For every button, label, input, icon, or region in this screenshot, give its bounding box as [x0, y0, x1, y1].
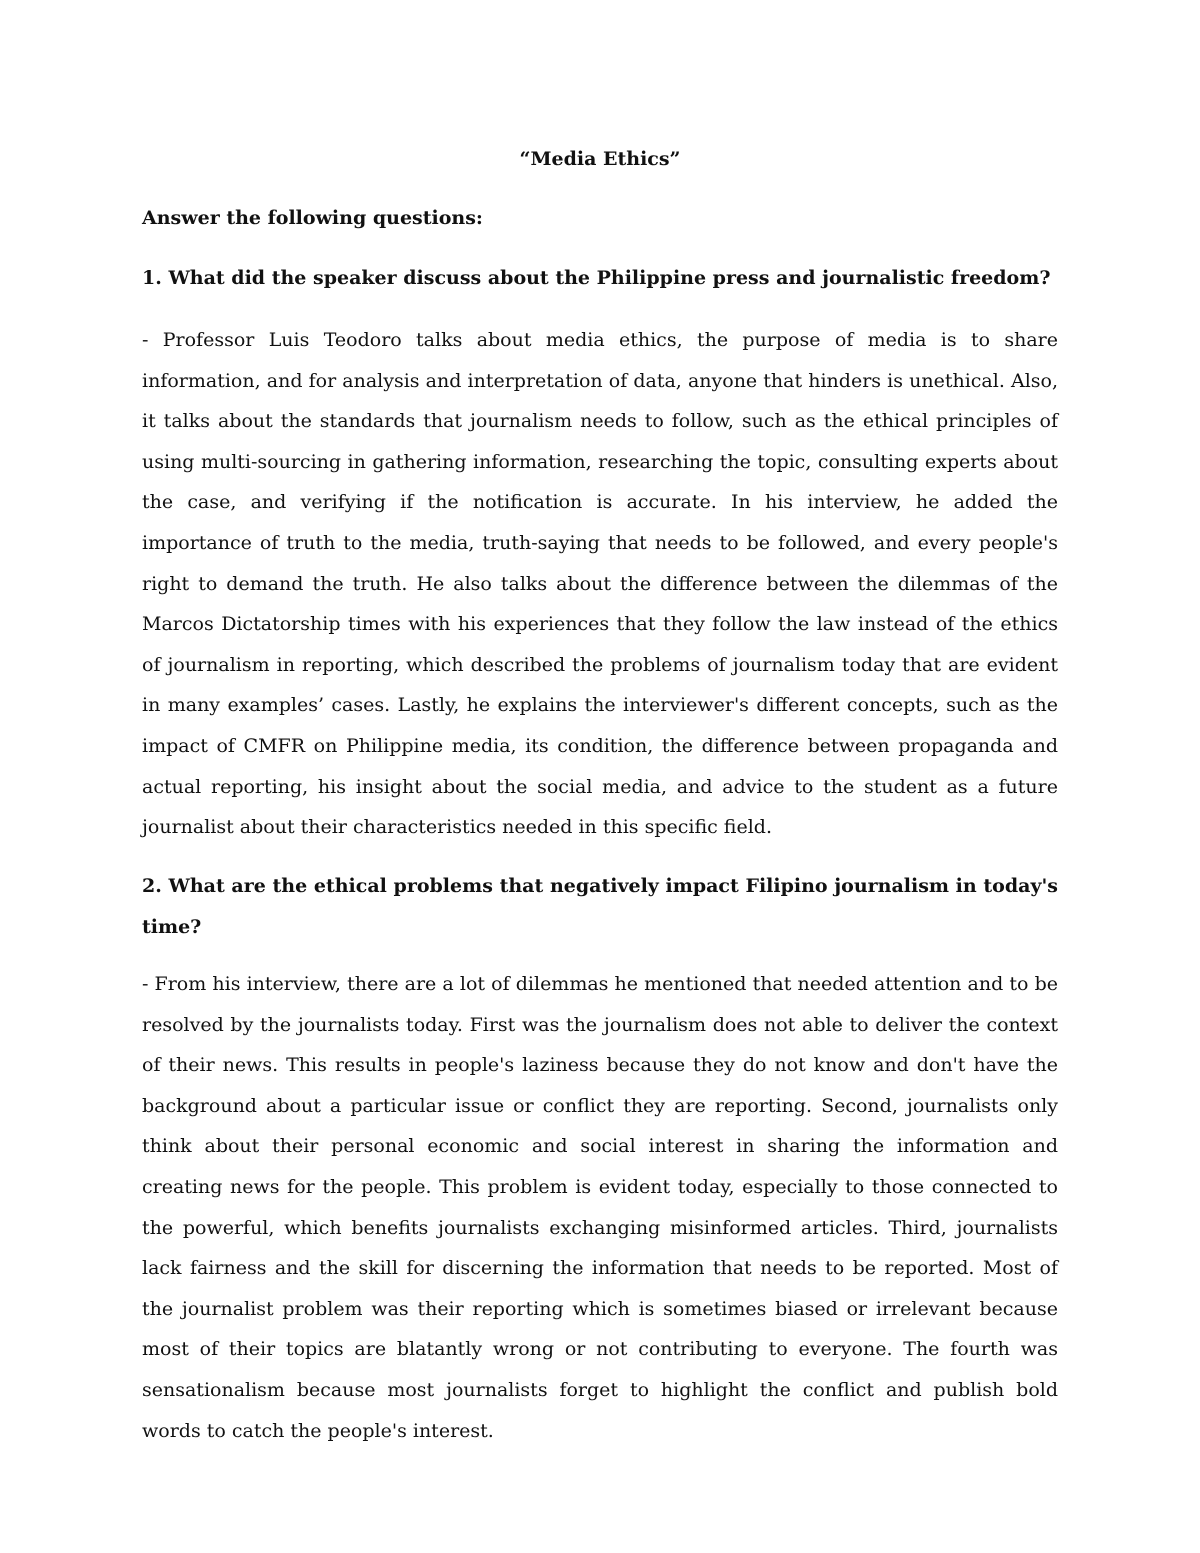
answer-2: - From his interview, there are a lot of dilemmas he mentioned that needed attention and to be resolved by the journalists today. First was the journalism does not able to deliver the context of their news. This results in people's laziness because they do not know and don't have the background about a particular issue or conflict they are reporting. Second, journalists only think about their personal economic and social interest in sharing the information and creating news for the people. This problem is evident today, especially to those connected to the powerful, which benefits journalists exchanging misinformed articles. Third, journalists lack fairness and the skill for discerning the information that needs to be reported. Most of the journalist problem was their reporting which is sometimes biased or irrelevant because most of their topics are blatantly wrong or not contributing to everyone. The fourth was sensationalism because most journalists forget to highlight the conflict and publish bold words to catch the people's interest. [142, 973, 1058, 1442]
answer-1: - Professor Luis Teodoro talks about media ethics, the purpose of media is to share information, and for analysis and interpretation of data, anyone that hinders is unethical. Also, it talks about the standards that journalism needs to follow, such as the ethical principles of using multi-sourcing in gathering information, researching the topic, consulting experts about the case, and verifying if the notification is accurate. In his interview, he added the importance of truth to the media, truth-saying that needs to be followed, and every people's right to demand the truth. He also talks about the difference between the dilemmas of the Marcos Dictatorship times with his experiences that they follow the law instead of the ethics of journalism in reporting, which described the problems of journalism today that are evident in many examples’ cases. Lastly, he explains the interviewer's different concepts, such as the impact of CMFR on Philippine media, its condition, the difference between propaganda and actual reporting, his insight about the social media, and advice to the student as a future journalist about their characteristics needed in this specific field. [142, 329, 1058, 839]
document-title: “Media Ethics” [519, 148, 681, 170]
instruction-heading: Answer the following questions: [142, 207, 483, 229]
question-1: 1. What did the speaker discuss about the Philippine press and journalistic freedom? [142, 267, 1051, 289]
question-2: 2. What are the ethical problems that negatively impact Filipino journalism in today's time? [142, 875, 1058, 938]
